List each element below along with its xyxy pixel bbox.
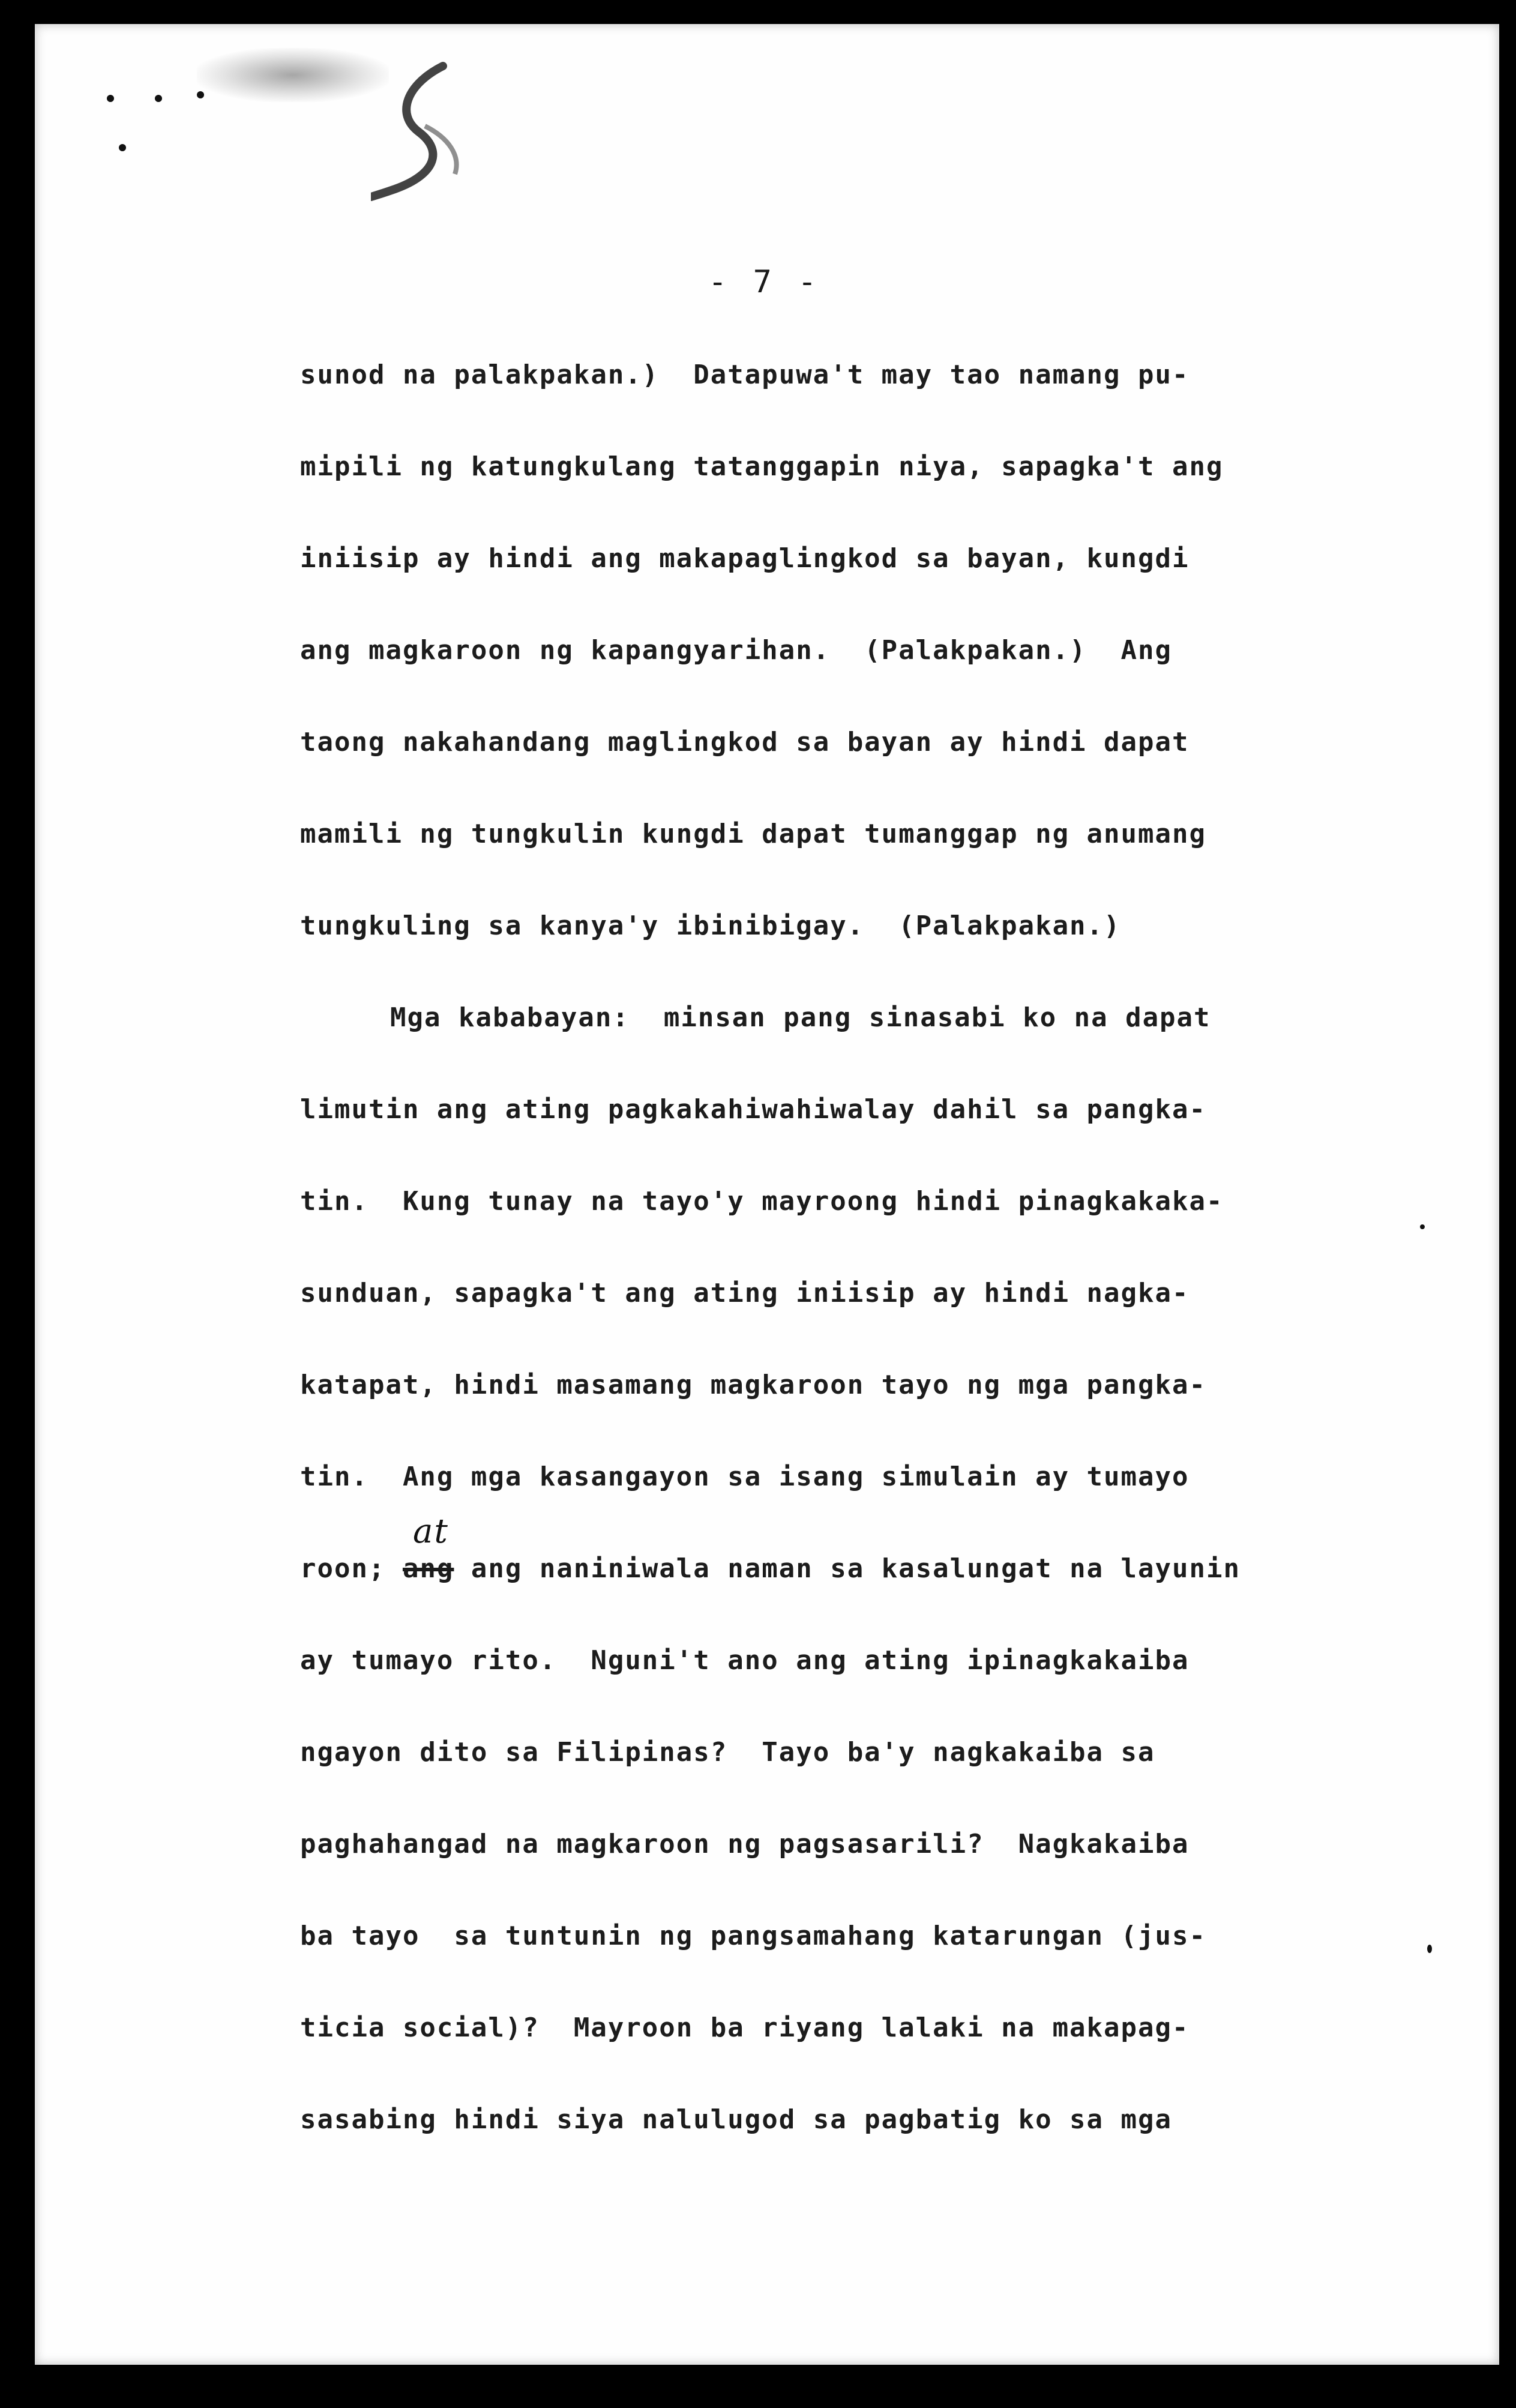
text-line: ngayon dito sa Filipinas? Tayo ba'y nagkakaiba sa [300,1737,1155,1768]
speck [197,91,204,98]
speck [107,95,114,102]
text-line: sunod na palakpakan.) Datapuwa't may tao namang pu- [300,360,1190,390]
text-line: mamili ng tungkulin kungdi dapat tumanggap ng anumang [300,819,1206,849]
typed-body [300,357,1320,2194]
text-line: katapat, hindi masamang magkaroon tayo ng mga pangka- [300,1370,1206,1400]
text-line: mipili ng katungkulang tatanggapin niya, sapagka't ang [300,451,1224,482]
text-line: ticia social)? Mayroon ba riyang lalaki na makapag- [300,2012,1190,2043]
text-line: taong nakahandang maglingkod sa bayan ay hindi dapat [300,727,1190,757]
text-line: Mga kababayan: minsan pang sinasabi ko na dapat [390,1002,1211,1033]
text-line: ay tumayo rito. Nguni't ano ang ating ipinagkakaiba [300,1645,1190,1676]
speck [1427,1945,1432,1953]
text-line: tungkuling sa kanya'y ibinibigay. (Palakpakan.) [300,911,1121,941]
text-line: paghahangad na magkaroon ng pagsasarili? Nagkakaiba [300,1829,1190,1859]
ink-stain [197,48,389,102]
text-line: sasabing hindi siya nalulugod sa pagbatig ko sa mga [300,2104,1173,2135]
ink-smudge [371,60,479,204]
speck [119,144,126,151]
speck [155,95,162,102]
page-number: - 7 - [708,264,820,300]
text-line: tin. Kung tunay na tayo'y mayroong hindi pinagkakaka- [300,1186,1224,1217]
text-line: tin. Ang mga kasangayon sa isang simulain ay tumayo [300,1461,1190,1492]
text-line: ang magkaroon ng kapangyarihan. (Palakpakan.) Ang [300,635,1173,666]
text-line: ba tayo sa tuntunin ng pangsamahang katarungan (jus- [300,1921,1206,1951]
line-rest: ang naniniwala naman sa kasalungat na layunin [454,1553,1241,1584]
text-line-with-correction [300,1512,1320,1643]
struck-word: ang [402,1553,454,1584]
speck [1420,1224,1425,1229]
text-line: sunduan, sapagka't ang ating iniisip ay hindi nagka- [300,1278,1190,1308]
text-line: limutin ang ating pagkakahiwahiwalay dahil sa pangka- [300,1094,1206,1125]
text-line: iniisip ay hindi ang makapaglingkod sa bayan, kungdi [300,543,1190,574]
line-start: roon; [300,1553,403,1584]
handwritten-correction: at [413,1512,449,1551]
